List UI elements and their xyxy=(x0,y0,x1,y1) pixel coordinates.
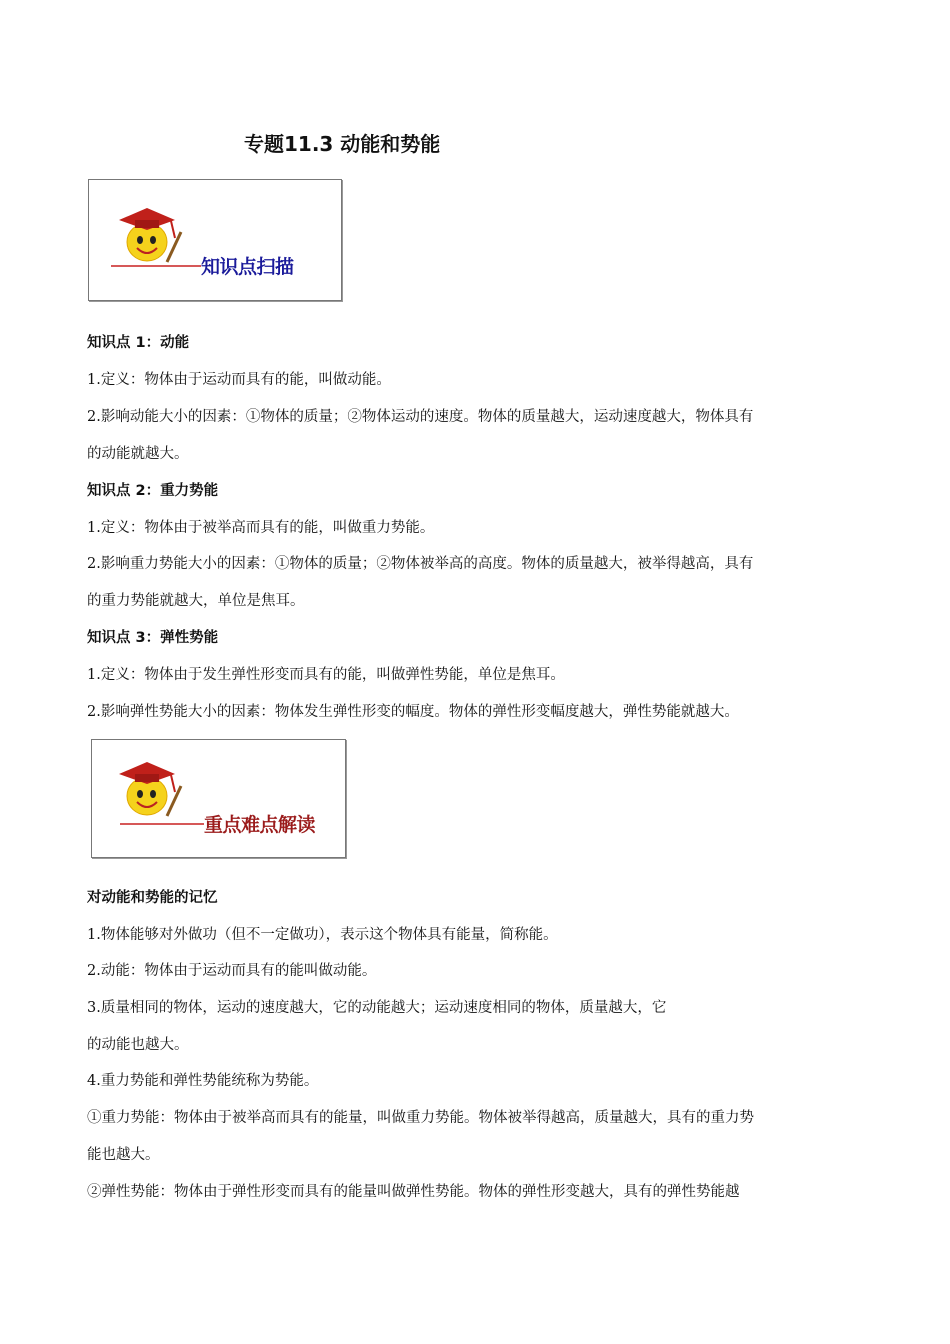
text-line: 的动能就越大。 xyxy=(87,446,189,462)
banner-label: 重点难点解读 xyxy=(204,814,316,836)
graduation-smiley-icon xyxy=(92,740,345,857)
text-line: ①重力势能：物体由于被举高而具有的能量，叫做重力势能。物体被举得越高，质量越大，具有的重力势 xyxy=(87,1110,754,1126)
banner-label: 知识点扫描 xyxy=(201,256,294,278)
text-line: 2.影响重力势能大小的因素：①物体的质量；②物体被举高的高度。物体的质量越大，被举得越高，具有 xyxy=(87,556,754,572)
text-line: 的动能也越大。 xyxy=(87,1037,189,1053)
text-line: 的重力势能就越大，单位是焦耳。 xyxy=(87,593,305,609)
text-line: 2.影响弹性势能大小的因素：物体发生弹性形变的幅度。物体的弹性形变幅度越大，弹性势能就越大。 xyxy=(87,704,739,720)
text-line: 4.重力势能和弹性势能统称为势能。 xyxy=(87,1073,319,1089)
knowledge-scan-banner xyxy=(88,179,342,301)
text-line: 能也越大。 xyxy=(87,1147,160,1163)
text-line: 1.定义：物体由于发生弹性形变而具有的能，叫做弹性势能，单位是焦耳。 xyxy=(87,667,565,683)
text-line: 2.动能：物体由于运动而具有的能叫做动能。 xyxy=(87,963,377,979)
section-heading: 知识点 3：弹性势能 xyxy=(87,630,219,646)
page-title: 专题11.3 动能和势能 xyxy=(244,132,441,156)
section-heading: 知识点 1：动能 xyxy=(87,335,190,351)
text-line: 1.物体能够对外做功（但不一定做功），表示这个物体具有能量，简称能。 xyxy=(87,927,558,943)
text-line: 3.质量相同的物体，运动的速度越大，它的动能越大；运动速度相同的物体，质量越大，它 xyxy=(87,1000,667,1016)
text-line: 2.影响动能大小的因素：①物体的质量；②物体运动的速度。物体的质量越大，运动速度越大，物体具有 xyxy=(87,409,754,425)
graduation-smiley-icon xyxy=(89,180,341,300)
text-line: 1.定义：物体由于被举高而具有的能，叫做重力势能。 xyxy=(87,520,435,536)
section-heading: 知识点 2：重力势能 xyxy=(87,483,219,499)
text-line: ②弹性势能：物体由于弹性形变而具有的能量叫做弹性势能。物体的弹性形变越大，具有的弹性势能越 xyxy=(87,1184,740,1200)
key-points-banner xyxy=(91,739,346,858)
text-line: 1.定义：物体由于运动而具有的能，叫做动能。 xyxy=(87,372,391,388)
section-heading: 对动能和势能的记忆 xyxy=(87,890,218,906)
